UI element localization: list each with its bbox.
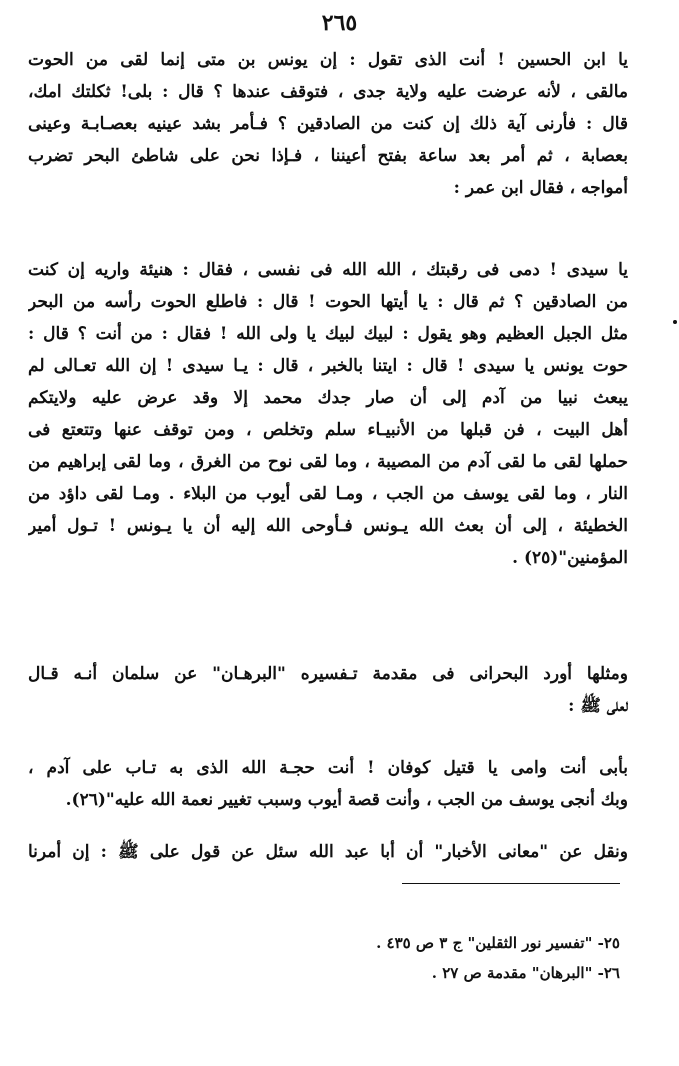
text-line: ونقل عن "معانى الأخبار" أن أبا عبد الله سئل عن قول على ﷺ : إن أمرنا — [28, 842, 628, 862]
footnote-26: ٢٦- "البرهان" مقدمة ص ٢٧ . — [431, 964, 620, 982]
text-line: لعلى ﷺ : — [568, 696, 628, 716]
text-line: الخطيئة ، إلى أن بعث الله يـونس فـأوحى الله إليه أن يا يـونس ! تـول أمير — [28, 516, 628, 536]
paragraph-4 — [28, 752, 628, 816]
text-line: يا ابن الحسين ! أنت الذى تقول : إن يونس بن متى إنما لقى من الحوت — [28, 50, 628, 70]
text-line: حوت يونس يا سيدى ! قال : ايتنا بالخبر ، قال : يـا سيدى ! إن الله تعـالى لم — [28, 356, 628, 376]
paragraph-5 — [28, 836, 628, 868]
text-line: مالقى ، لأنه عرضت عليه ولاية جدى ، فتوقف عندها ؟ قال : بلى! ثكلتك امك، — [28, 82, 628, 102]
paragraph-2 — [28, 254, 628, 574]
text-line: أهل البيت ، فن قبلها من الأنبيـاء سلم وتخلص ، ومن توقف عنها وتتعتع فى — [28, 420, 628, 440]
paragraph-3 — [28, 658, 628, 722]
text-line: يا سيدى ! دمى فى رقبتك ، الله الله فى نفسى ، فقال : هنيئة واريه إن كنت — [28, 260, 628, 280]
text-line: النار ، وما لقى يوسف من الجب ، ومـا لقى أيوب من البلاء . ومـا لقى داؤد من — [28, 484, 628, 504]
text-line: بأبى أنت وامى يا قتيل كوفان ! أنت حجـة الله الذى به تـاب على آدم ، — [28, 758, 628, 778]
margin-mark — [673, 320, 677, 324]
text-line: من الصادقين ؟ ثم قال : يا أيتها الحوت ! قال : فاطلع الحوت رأسه من البحر — [28, 292, 628, 312]
footnote-25: ٢٥- "تفسير نور الثقلين" ج ٣ ص ٤٣٥ . — [376, 934, 620, 952]
page-number: ٢٦٥ — [321, 10, 358, 36]
paragraph-1 — [28, 44, 628, 204]
text-line: ومثلها أورد البحرانى فى مقدمة تـفسيره "البرهـان" عن سلمان أنـه قـال — [28, 664, 628, 684]
text-line: المؤمنين"(٢٥) . — [512, 548, 628, 568]
text-line: بعصابة ، ثم أمر بعد ساعة بفتح أعيننا ، فـإذا نحن على شاطئ البحر تضرب — [28, 146, 628, 166]
text-line: مثل الجبل العظيم وهو يقول : لبيك لبيك يا ولى الله ! فقال : من أنت ؟ قال : — [28, 324, 628, 344]
text-line: أمواجه ، فقال ابن عمر : — [453, 178, 628, 198]
text-line: قال : فأرنى آية ذلك إن كنت من الصادقين ؟ فـأمر بشد عينيه بعصـابـة وعينى — [28, 114, 628, 134]
footnote-divider — [402, 883, 620, 884]
text-line: وبك أنجى يوسف من الجب ، وأنت قصة أيوب وسبب تغيير نعمة الله عليه"(٢٦). — [65, 790, 628, 810]
footnotes — [200, 928, 620, 988]
text-line: يبعث نبيا من آدم إلى أن صار جدك محمد إلا وقد عرض عليه ولايتكم — [28, 388, 628, 408]
text-line: حملها لقى ما لقى آدم من المصيبة ، وما لقى نوح من الغرق ، وما لقى إبراهيم من — [28, 452, 628, 472]
